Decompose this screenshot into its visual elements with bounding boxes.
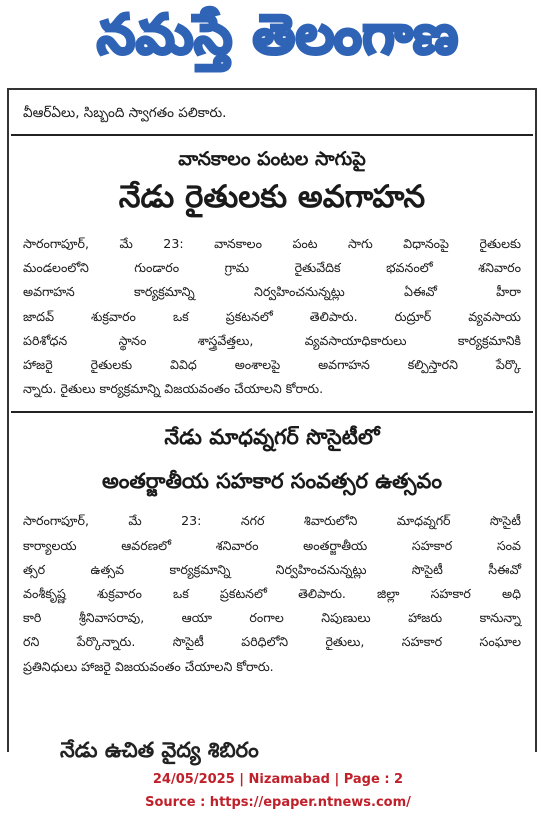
- article-2: [23, 425, 521, 678]
- article-1-body: [23, 232, 521, 401]
- article-1: [23, 148, 521, 401]
- article-2-line: రని పేర్కొన్నారు. సొసైటీ పరిధిలోని రైతులు, సహకార సంఘాల: [23, 634, 521, 650]
- source-footer: [0, 768, 556, 814]
- article-1-line: సారంగాపూర్, మే 23: వానకాలం పంట సాగు విధానంపై రైతులకు: [23, 236, 521, 251]
- article-2-kicker: నేడు మాధవ్నగర్ సొసైటీలో: [164, 425, 380, 450]
- article-1-line: జాదవ్ శుక్రవారం ఒక ప్రకటనలో తెలిపారు. రుద్రూర్ వ్యవసాయ: [23, 308, 521, 324]
- article-divider: [11, 134, 533, 136]
- article-divider: [11, 411, 533, 413]
- article-2-line: సారంగాపూర్, మే 23: నగర శివారులోని మాధవ్నగర్ సొసైటీ: [23, 513, 521, 529]
- article-2-line: వంశీకృష్ణ శుక్రవారం ఒక ప్రకటనలో తెలిపారు. జిల్లా సహకార అధి: [23, 586, 521, 602]
- newspaper-logo-title: నమస్తే తెలంగాణ: [97, 2, 459, 66]
- article-1-line: న్నారు. రైతులు కార్యక్రమాన్ని విజయవంతం చేయాలని కోరారు.: [23, 381, 324, 397]
- article-1-line: హాజరై రైతులకు వివిధ అంశాలపై అవగాహన కల్పిస్తారని పేర్కొ: [23, 357, 521, 373]
- article-2-line: త్సర ఉత్సవ కార్యక్రమాన్ని నిర్వహించనున్నట్లు సొసైటీ సీఈవో: [23, 561, 521, 577]
- article-2-line: ప్రతినిధులు హాజరై విజయవంతం చేయాలని కోరారు.: [23, 658, 274, 674]
- article-2-body: [23, 509, 521, 678]
- next-article-cutoff-headline: [60, 738, 490, 762]
- masthead: [0, 0, 556, 82]
- article-1-headline: నేడు రైతులకు అవగాహన: [118, 179, 426, 215]
- article-2-headline: అంతర్జాతీయ సహకార సంవత్సర ఉత్సవం: [101, 469, 443, 494]
- newspaper-clipping: [7, 90, 537, 752]
- article-2-line: కార్యాలయ ఆవరణలో శనివారం అంతర్జాతీయ సహకార సంవ: [23, 537, 521, 553]
- article-1-line: అవగాహన కార్యక్రమాన్ని నిర్వహించనున్నట్లు ఏఈవో హీరా: [23, 284, 521, 300]
- article-1-line: పరిశోధన స్థానం శాస్త్రవేత్తలు, వ్యవసాయాధికారులు కార్యక్రమానికి: [23, 332, 521, 348]
- article-1-line: మండలంలోని గుండారం గ్రామ రైతువేదిక భవనంలో శనివారం: [23, 260, 521, 276]
- previous-article-tail: వీఆర్ఏలు, సిబ్బంది స్వాగతం పలికారు.: [23, 105, 227, 121]
- footer-source-url: Source : https://epaper.ntnews.com/: [145, 795, 411, 810]
- footer-date-edition-page: 24/05/2025 | Nizamabad | Page : 2: [152, 772, 404, 787]
- clipping-content: [23, 96, 521, 679]
- article-2-line: కారి శ్రీనివాసరావు, ఆయా రంగాల నిపుణులు హాజరు కానున్నా: [23, 610, 521, 626]
- article-1-kicker: వానకాలం పంటల సాగుపై: [178, 148, 366, 170]
- next-article-cutoff-text: నేడు ఉచిత వైద్య శిబిరం: [60, 738, 259, 762]
